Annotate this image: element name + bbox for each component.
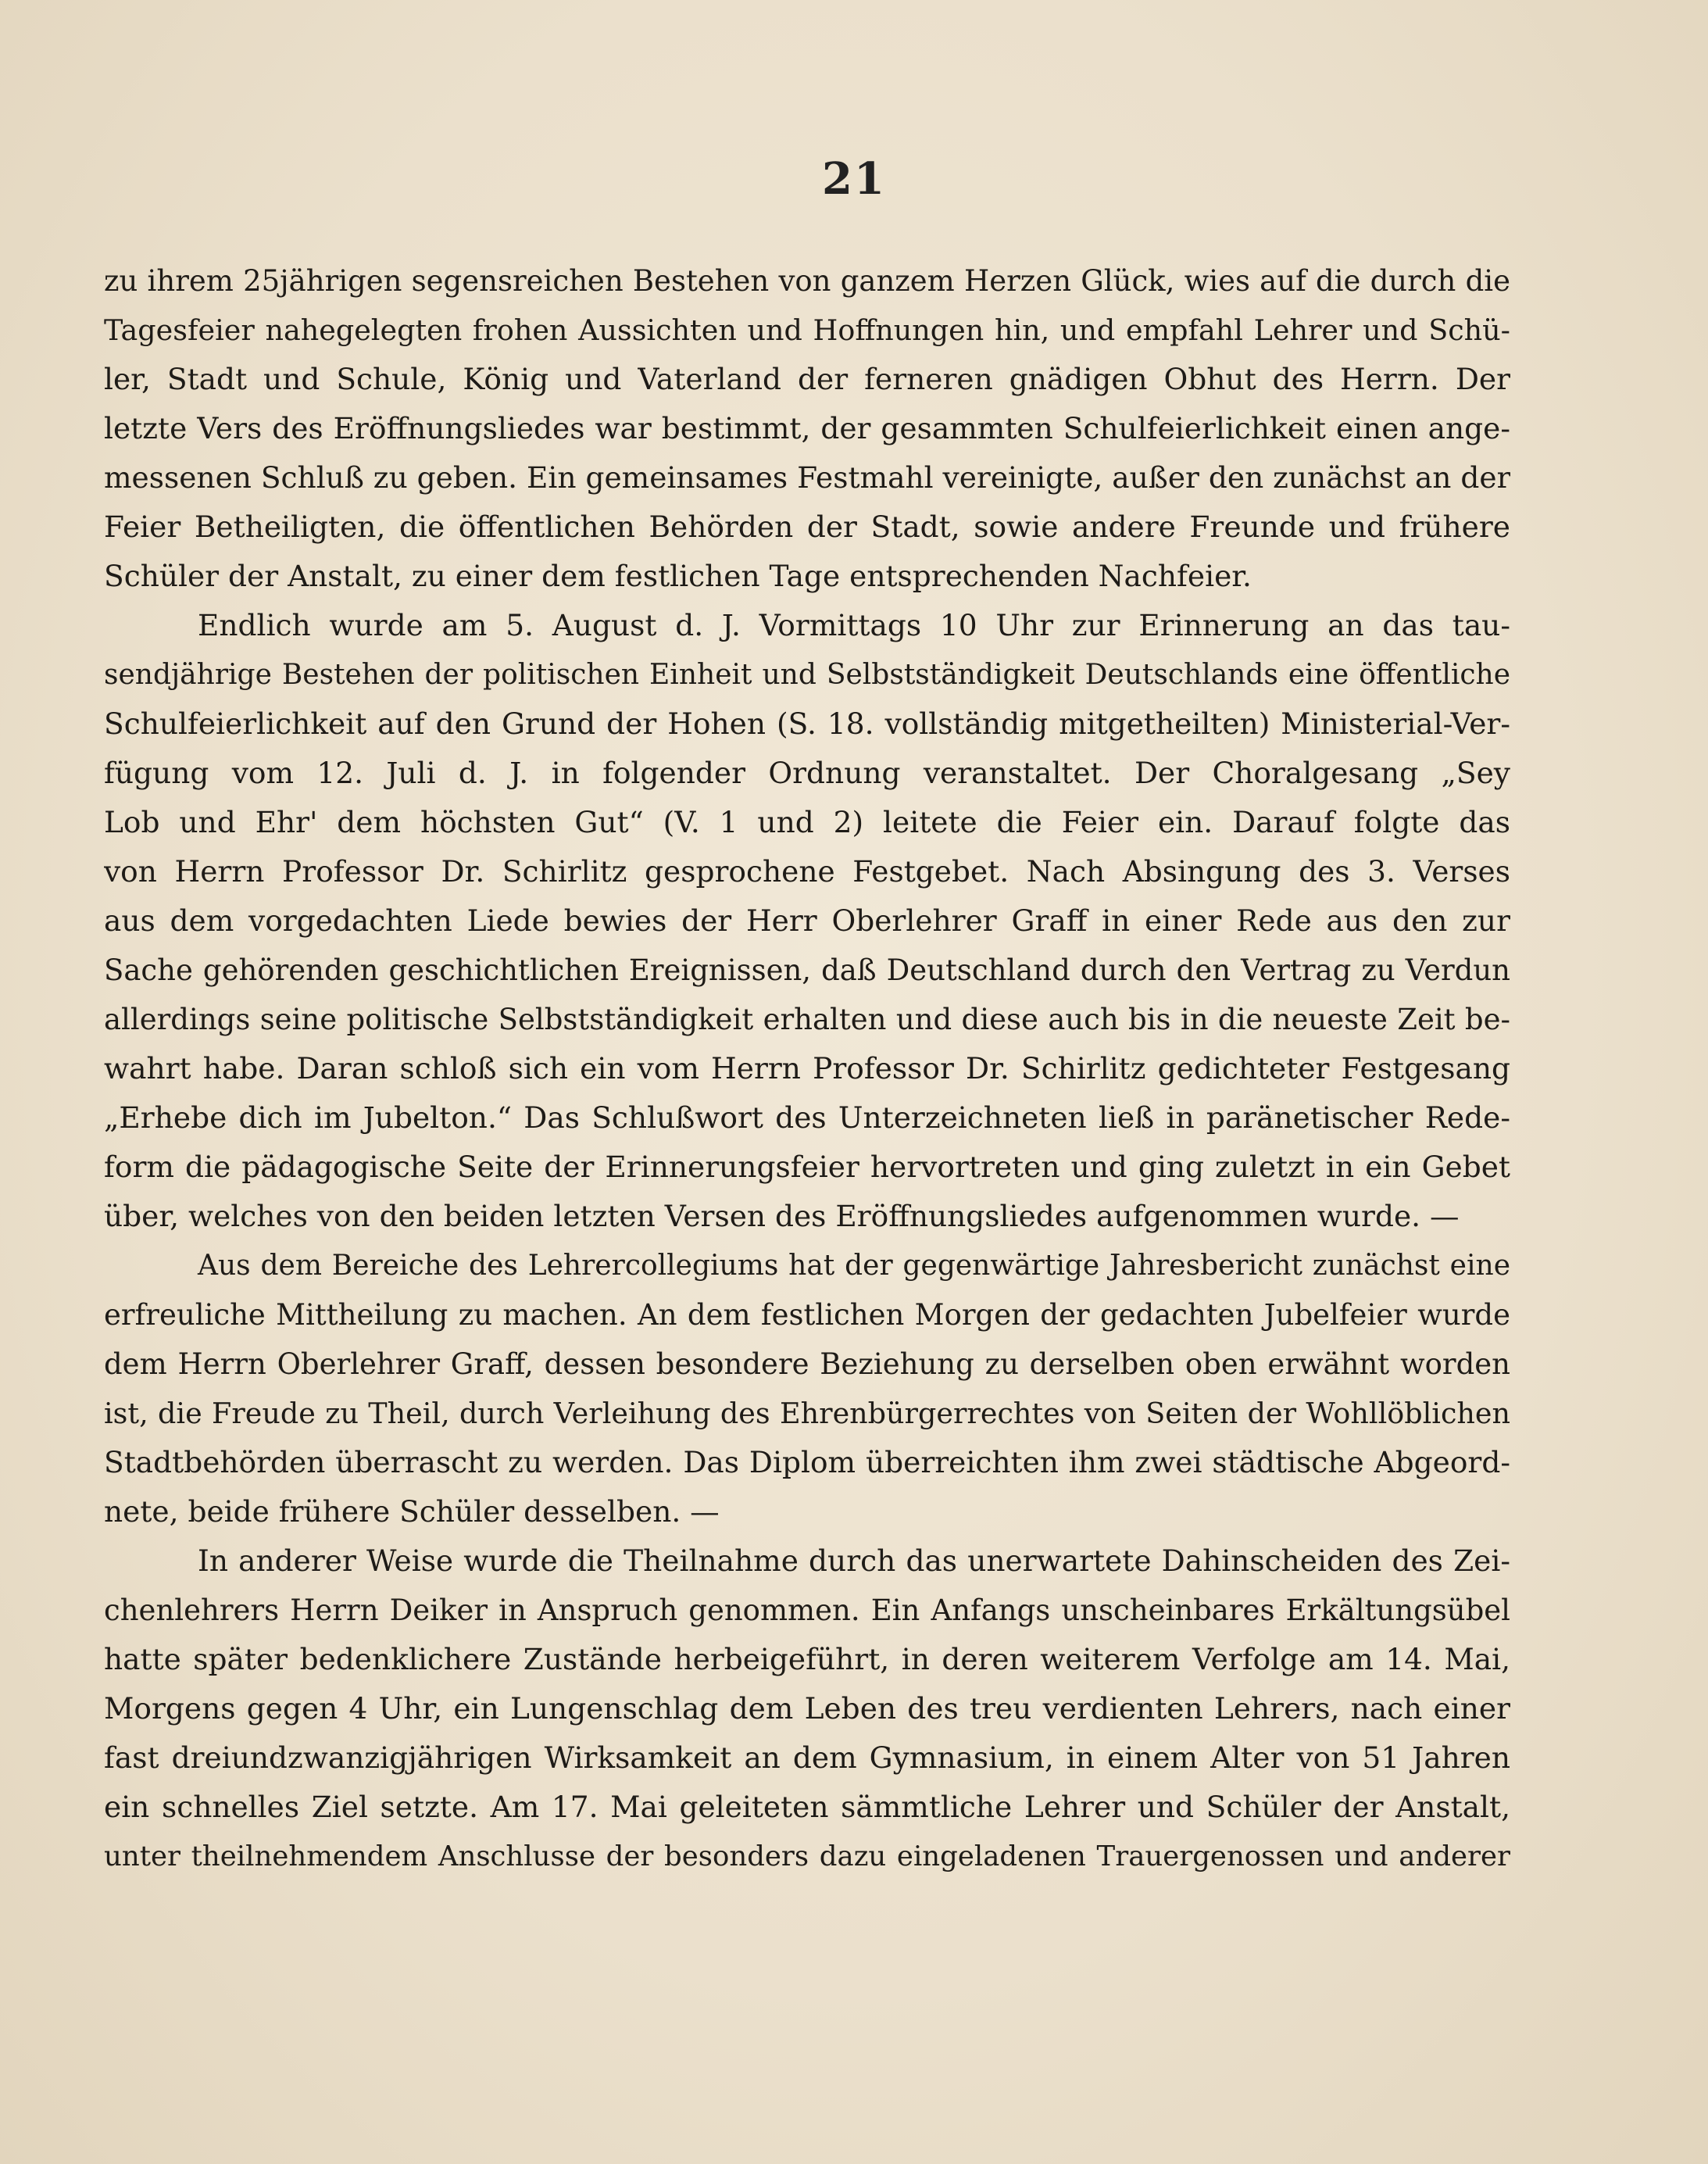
text-line: messenen Schluß zu geben. Ein gemeinsames Festmahl vereinigte, außer den zunächst an der <box>104 460 1510 495</box>
text-line: dem Herrn Oberlehrer Graff, dessen besondere Beziehung zu derselben oben erwähnt worden <box>104 1347 1510 1381</box>
text-line: In anderer Weise wurde die Theilnahme durch das unerwartete Dahinscheiden des Zei- <box>198 1543 1510 1578</box>
text-line: fügung vom 12. Juli d. J. in folgender Ordnung veranstaltet. Der Choralgesang „Sey <box>104 756 1510 790</box>
text-line: ist, die Freude zu Theil, durch Verleihung des Ehrenbürgerrechtes von Seiten der Wohllöblichen <box>104 1397 1510 1430</box>
text-line: Morgens gegen 4 Uhr, ein Lungenschlag dem Leben des treu verdienten Lehrers, nach einer <box>104 1691 1510 1726</box>
text-line: zu ihrem 25jährigen segensreichen Bestehen von ganzem Herzen Glück, wies auf die durch die <box>104 264 1510 298</box>
text-line: letzte Vers des Eröffnungsliedes war bestimmt, der gesammten Schulfeierlichkeit einen ange- <box>104 411 1510 445</box>
text-line: ler, Stadt und Schule, König und Vaterland der ferneren gnädigen Obhut des Herrn. Der <box>104 362 1510 396</box>
text-line: über, welches von den beiden letzten Versen des Eröffnungsliedes aufgenommen wurde. — <box>104 1199 1460 1233</box>
text-line: ein schnelles Ziel setzte. Am 17. Mai geleiteten sämmtliche Lehrer und Schüler der Anstalt, <box>104 1790 1510 1824</box>
text-line: Tagesfeier nahegelegten frohen Aussichten und Hoffnungen hin, und empfahl Lehrer und Schü- <box>104 313 1510 347</box>
text-line: allerdings seine politische Selbstständigkeit erhalten und diese auch bis in die neueste Zeit be- <box>104 1003 1510 1036</box>
text-line: aus dem vorgedachten Liede bewies der Herr Oberlehrer Graff in einer Rede aus den zur <box>104 903 1510 938</box>
text-line: hatte später bedenklichere Zustände herbeigeführt, in deren weiterem Verfolge am 14. Mai, <box>104 1642 1510 1676</box>
text-line: Stadtbehörden überrascht zu werden. Das Diplom überreichten ihm zwei städtische Abgeord- <box>104 1445 1510 1479</box>
text-line: chenlehrers Herrn Deiker in Anspruch genommen. Ein Anfangs unscheinbares Erkältungsübel <box>104 1593 1510 1627</box>
text-line: erfreuliche Mittheilung zu machen. An dem festlichen Morgen der gedachten Jubelfeier wurde <box>104 1298 1510 1332</box>
text-line: form die pädagogische Seite der Erinnerungsfeier hervortreten und ging zuletzt in ein Gebet <box>104 1150 1510 1184</box>
text-line: Aus dem Bereiche des Lehrercollegiums hat der gegenwärtige Jahresbericht zunächst eine <box>198 1250 1510 1282</box>
text-line: unter theilnehmendem Anschlusse der besonders dazu eingeladenen Trauergenossen und anderer <box>104 1840 1510 1872</box>
text-line: Sache gehörenden geschichtlichen Ereignissen, daß Deutschland durch den Vertrag zu Verdun <box>104 953 1510 987</box>
text-line: sendjährige Bestehen der politischen Einheit und Selbstständigkeit Deutschlands eine öffentliche <box>104 659 1510 691</box>
text-line: Schulfeierlichkeit auf den Grund der Hohen (S. 18. vollständig mitgetheilten) Ministerial-Ver- <box>104 706 1510 741</box>
text-line: Lob und Ehr' dem höchsten Gut“ (V. 1 und 2) leitete die Feier ein. Darauf folgte das <box>104 805 1510 839</box>
text-line: „Erhebe dich im Jubelton.“ Das Schlußwort des Unterzeichneten ließ in paränetischer Rede- <box>104 1100 1510 1135</box>
text-line: wahrt habe. Daran schloß sich ein vom Herrn Professor Dr. Schirlitz gedichteter Festgesang <box>104 1051 1510 1086</box>
page-number: 21 <box>822 153 886 205</box>
text-line: Feier Betheiligten, die öffentlichen Behörden der Stadt, sowie andere Freunde und frühere <box>104 510 1510 544</box>
text-line: Schüler der Anstalt, zu einer dem festlichen Tage entsprechenden Nachfeier. <box>104 559 1252 593</box>
text-line: fast dreiundzwanzigjährigen Wirksamkeit an dem Gymnasium, in einem Alter von 51 Jahren <box>104 1740 1510 1775</box>
text-line: nete, beide frühere Schüler desselben. — <box>104 1494 720 1529</box>
text-line: Endlich wurde am 5. August d. J. Vormittags 10 Uhr zur Erinnerung an das tau- <box>198 608 1510 642</box>
text-line: von Herrn Professor Dr. Schirlitz gesprochene Festgebet. Nach Absingung des 3. Verses <box>104 854 1510 889</box>
body-text <box>104 256 1510 1881</box>
